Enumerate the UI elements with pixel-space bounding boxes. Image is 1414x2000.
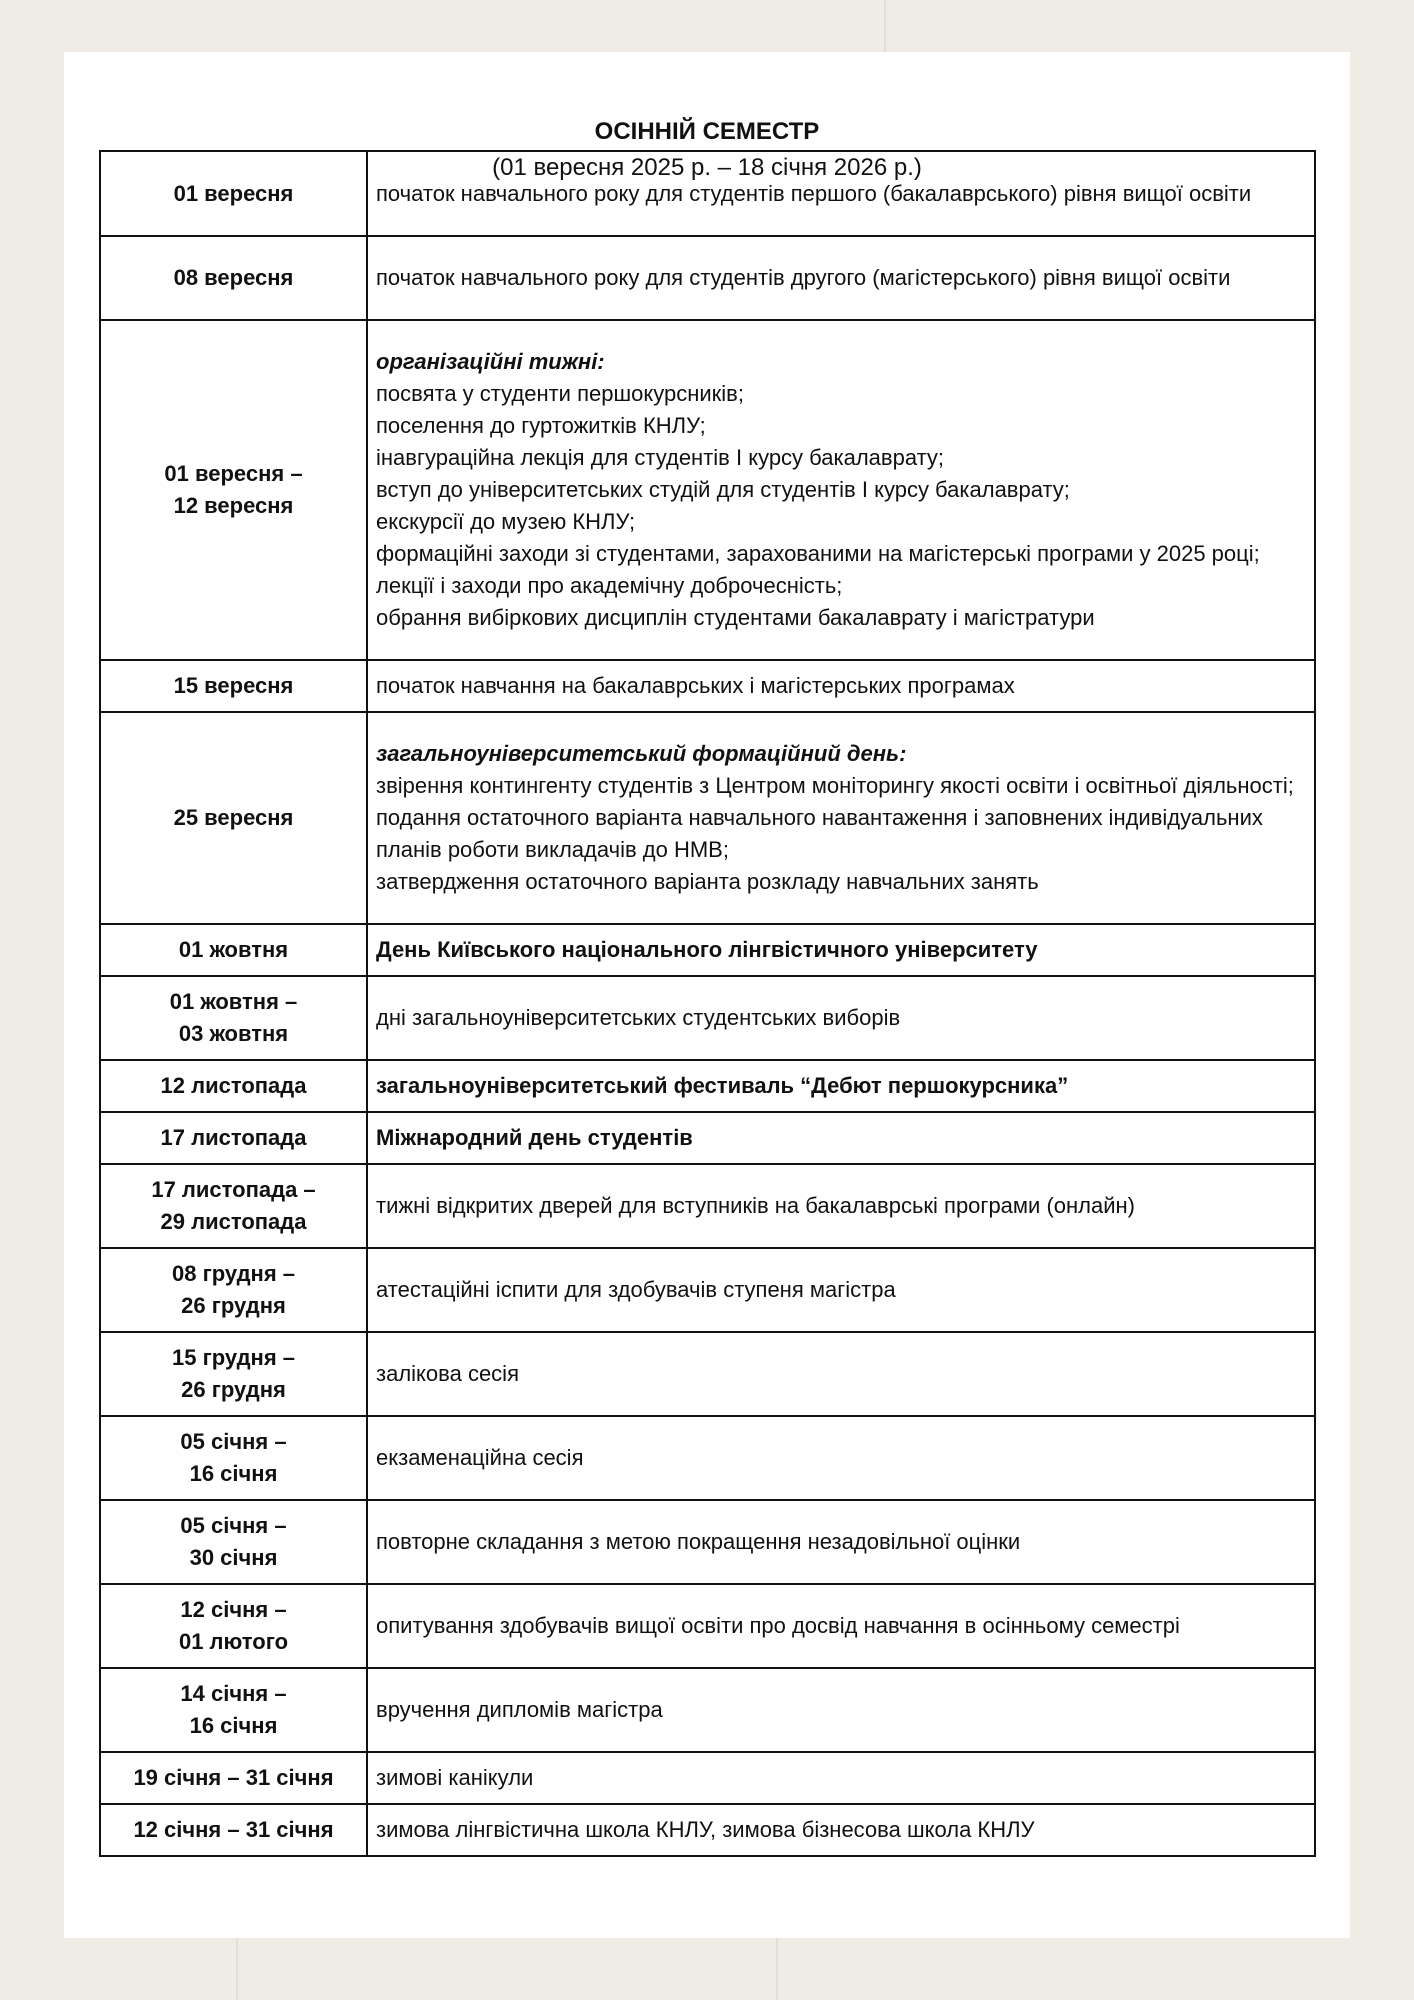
event-cell <box>367 976 1315 1060</box>
event-line: вступ до університетських студій для студентів І курсу бакалаврату; <box>376 477 1070 502</box>
event-cell <box>367 1332 1315 1416</box>
date-cell <box>100 1164 367 1248</box>
table-row <box>100 1416 1315 1500</box>
table-row <box>100 1752 1315 1804</box>
date-cell <box>100 1332 367 1416</box>
date-text: 17 листопада – <box>151 1177 316 1202</box>
table-row <box>100 1332 1315 1416</box>
date-cell <box>100 712 367 924</box>
table-row <box>100 1248 1315 1332</box>
table-row <box>100 1584 1315 1668</box>
semester-dates: (01 вересня 2025 р. – 18 січня 2026 р.) <box>492 154 922 181</box>
date-text: 01 лютого <box>178 1629 289 1654</box>
event-cell <box>367 1500 1315 1584</box>
event-line: інавгураційна лекція для студентів І курсу бакалаврату; <box>376 445 945 470</box>
event-cell <box>367 1804 1315 1856</box>
table-row <box>100 151 1315 236</box>
event-text: дні загальноуніверситетських студентських виборів <box>376 1005 901 1030</box>
event-text: повторне складання з метою покращення незадовільної оцінки <box>376 1529 1021 1554</box>
event-text: атестаційні іспити для здобувачів ступеня магістра <box>376 1277 896 1302</box>
event-cell <box>367 320 1315 660</box>
table-row <box>100 712 1315 924</box>
event-text: початок навчального року для студентів другого (магістерського) рівня вищої освіти <box>376 265 1231 290</box>
table-row <box>100 1500 1315 1584</box>
date-text: 26 грудня <box>181 1377 286 1402</box>
table-row <box>100 1804 1315 1856</box>
document-page <box>64 52 1350 1938</box>
date-text: 26 грудня <box>181 1293 286 1318</box>
event-line: звірення контингенту студентів з Центром моніторингу якості освіти і освітньої діяльності; <box>376 773 1294 798</box>
event-cell <box>367 1584 1315 1668</box>
event-text: екзаменаційна сесія <box>376 1445 584 1470</box>
event-cell <box>367 1248 1315 1332</box>
event-cell <box>367 712 1315 924</box>
table-row <box>100 924 1315 976</box>
date-text: 12 січня – 31 січня <box>133 1817 334 1842</box>
event-line: посвята у студенти першокурсників; <box>376 381 744 406</box>
event-heading: організаційні тижні: <box>376 349 605 374</box>
paper-crease <box>884 0 886 52</box>
date-text: 17 листопада <box>160 1125 307 1150</box>
event-text: опитування здобувачів вищої освіти про досвід навчання в осінньому семестрі <box>376 1613 1180 1638</box>
date-text: 05 січня – <box>180 1513 287 1538</box>
event-cell <box>367 924 1315 976</box>
event-heading: загальноуніверситетський формаційний день: <box>376 741 907 766</box>
date-text: 01 жовтня – <box>169 989 298 1014</box>
event-text: День Київського національного лінгвістичного університету <box>376 937 1038 962</box>
date-cell <box>100 1804 367 1856</box>
date-text: 01 вересня <box>173 180 294 206</box>
event-text: зимова лінгвістична школа КНЛУ, зимова бізнесова школа КНЛУ <box>376 1817 1035 1842</box>
table-row <box>100 1164 1315 1248</box>
date-text: 19 січня – 31 січня <box>133 1765 334 1790</box>
table-row <box>100 1060 1315 1112</box>
table-row <box>100 1668 1315 1752</box>
event-cell <box>367 236 1315 320</box>
event-text: залікова сесія <box>376 1361 519 1386</box>
table-row <box>100 236 1315 320</box>
event-cell <box>367 1060 1315 1112</box>
event-line: екскурсії до музею КНЛУ; <box>376 509 636 534</box>
event-cell <box>367 1164 1315 1248</box>
table-row <box>100 976 1315 1060</box>
event-line: поселення до гуртожитків КНЛУ; <box>376 413 706 438</box>
date-cell <box>100 1752 367 1804</box>
date-cell <box>100 1060 367 1112</box>
date-text: 16 січня <box>189 1713 278 1738</box>
event-cell <box>367 1416 1315 1500</box>
event-cell <box>367 660 1315 712</box>
event-text: зимові канікули <box>376 1765 534 1790</box>
event-line: формаційні заходи зі студентами, зарахованими на магістерські програми у 2025 році; <box>376 541 1260 566</box>
date-text: 01 вересня – <box>164 461 303 486</box>
event-line: подання остаточного варіанта навчального навантаження і заповнених індивідуальних планів роботи викладачів до НМВ; <box>376 805 1263 862</box>
date-text: 12 листопада <box>160 1073 307 1098</box>
date-text: 15 грудня – <box>171 1345 296 1370</box>
table-row <box>100 660 1315 712</box>
date-cell <box>100 1584 367 1668</box>
date-text: 03 жовтня <box>178 1021 289 1046</box>
paper-crease <box>236 1938 238 2000</box>
date-text: 12 січня – <box>180 1597 287 1622</box>
date-cell <box>100 1500 367 1584</box>
table-row <box>100 320 1315 660</box>
date-text: 25 вересня <box>173 805 294 830</box>
event-line: лекції і заходи про академічну доброчесність; <box>376 573 843 598</box>
date-cell <box>100 924 367 976</box>
date-text: 08 вересня <box>173 265 294 290</box>
date-cell <box>100 1416 367 1500</box>
date-cell <box>100 320 367 660</box>
event-text: початок навчання на бакалаврських і магістерських програмах <box>376 673 1015 698</box>
date-text: 12 вересня <box>173 493 294 518</box>
date-text: 15 вересня <box>173 673 294 698</box>
paper-crease <box>776 1938 778 2000</box>
event-text: початок навчального року для студентів першого (бакалаврського) рівня вищої освіти <box>376 180 1252 206</box>
date-text: 05 січня – <box>180 1429 287 1454</box>
page-title: ОСІННІЙ СЕМЕСТР <box>594 118 820 145</box>
event-cell <box>367 151 1315 236</box>
event-line: затвердження остаточного варіанта розкладу навчальних занять <box>376 869 1039 894</box>
date-cell <box>100 976 367 1060</box>
date-text: 01 жовтня <box>178 937 289 962</box>
table-row <box>100 1112 1315 1164</box>
date-text: 29 листопада <box>160 1209 307 1234</box>
academic-calendar-table <box>99 150 1316 1857</box>
date-text: 14 січня – <box>180 1681 287 1706</box>
event-cell <box>367 1752 1315 1804</box>
date-cell <box>100 1248 367 1332</box>
date-cell <box>100 236 367 320</box>
event-text: Міжнародний день студентів <box>376 1125 693 1150</box>
event-text: тижні відкритих дверей для вступників на бакалаврські програми (онлайн) <box>376 1193 1135 1218</box>
date-cell <box>100 151 367 236</box>
date-cell <box>100 660 367 712</box>
date-text: 30 січня <box>189 1545 278 1570</box>
date-text: 08 грудня – <box>171 1261 296 1286</box>
event-cell <box>367 1112 1315 1164</box>
date-cell <box>100 1668 367 1752</box>
event-text: вручення дипломів магістра <box>376 1697 663 1722</box>
event-cell <box>367 1668 1315 1752</box>
event-line: обрання вибіркових дисциплін студентами бакалаврату і магістратури <box>376 605 1095 630</box>
date-text: 16 січня <box>189 1461 278 1486</box>
event-text: загальноуніверситетський фестиваль “Дебют першокурсника” <box>376 1073 1069 1098</box>
date-cell <box>100 1112 367 1164</box>
